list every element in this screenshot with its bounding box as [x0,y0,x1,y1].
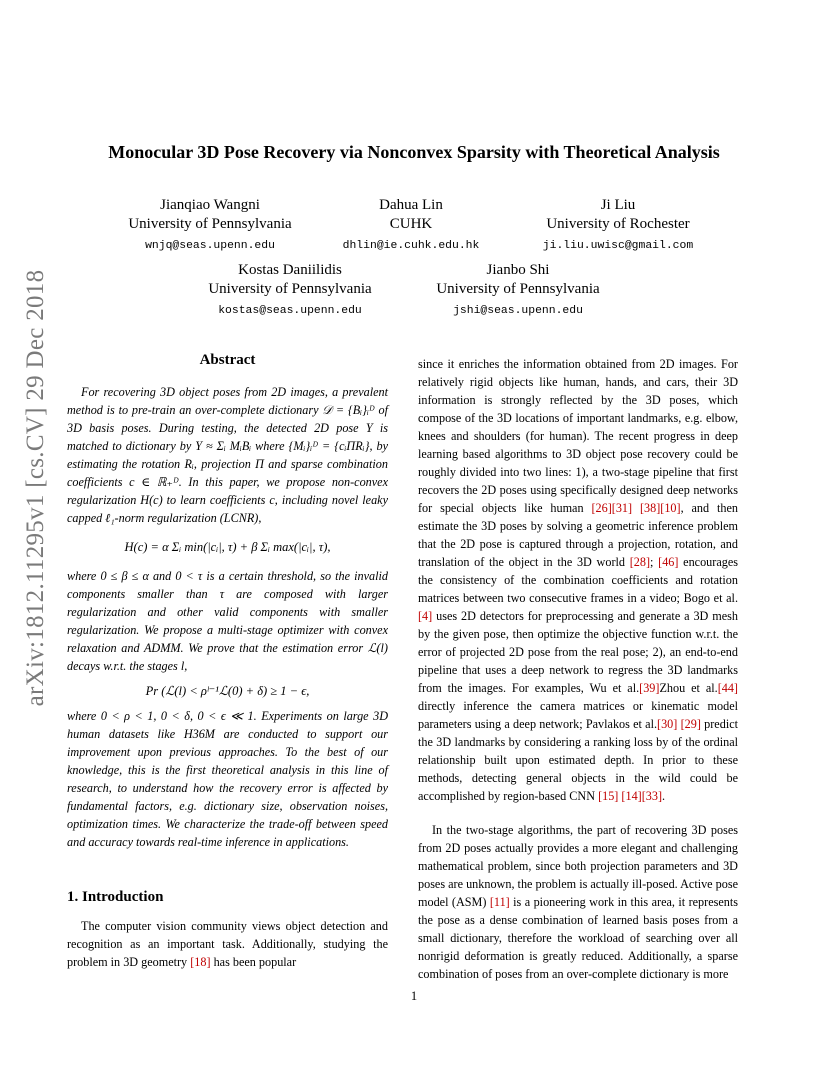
author-affiliation: University of Rochester [546,216,690,232]
citation-link[interactable]: [10] [660,501,681,515]
author-block-3 [513,196,723,256]
body-text [632,501,640,515]
citation-link[interactable]: [38] [639,501,661,515]
author-email: wnjq@seas.upenn.edu [145,240,275,252]
citation-link[interactable]: [14] [621,789,642,803]
body-text: ; [650,555,659,569]
arxiv-sidebar [14,269,58,706]
abstract-paragraph-2: where 0 ≤ β ≤ α and 0 < τ is a certain threshold, so the invalid components smaller than τ are composed with larger regularization and other valid components with smaller regularization. We propose a multi-stage optimizer with convex relaxation and ADMM. We prove that the estimation error ℒ(l) decays w.r.t. the stages l, [67,569,388,673]
right-column [418,355,738,983]
author-email: kostas@seas.upenn.edu [218,305,362,317]
author-affiliation: University of Pennsylvania [128,216,292,232]
citation-link[interactable]: [33] [641,789,663,803]
body-text: Zhou et al. [659,681,718,695]
author-block-2 [322,196,500,256]
author-email: ji.liu.uwisc@gmail.com [542,240,694,252]
author-name: Dahua Lin [379,197,443,213]
body-text: directly inference the camera matrices or kinematic model parameters using a deep network; Pavlakos et al. [418,699,738,731]
citation-link[interactable]: [15] [598,789,619,803]
citation-link[interactable]: [44] [717,681,738,695]
author-block-5 [420,261,616,321]
intro-paragraph-1 [67,917,388,971]
body-text: uses 2D detectors for preprocessing and generate a 3D mesh by the given pose, then optimize the objective function w.r.t. the error of projected 2D pose from the real pose; 2), an end-to-end pipeline that uses a deep network to regress the 3D landmarks from the images. For examples, Wu et al. [418,609,738,695]
author-email: jshi@seas.upenn.edu [453,305,583,317]
body-text: predict the 3D landmarks by considering a ranking loss by of the ordinal relationship built upon estimated depth. In prior to these methods, detecting general objects in the wild could be accomplished by region-based CNN [418,717,738,803]
body-text: since it enriches the information obtained from 2D images. For relatively rigid objects like human, hands, and cars, their 3D information is strongly reflected by the 3D poses, which compose of the 3D locations of important landmarks, e.g. elbow, knees and shoulders (for human). The recent progress in deep learning based algorithms to 3D object pose recovery could be roughly divided into two lines: 1), a two-stage pipeline that first recovers the 2D poses using specifically designed deep networks for special objects like human [418,357,738,515]
author-name: Ji Liu [600,197,636,213]
right-paragraph-2 [418,821,738,983]
right-paragraph-1 [418,355,738,805]
citation-link[interactable]: [30] [657,717,678,731]
intro-heading: 1. Introduction [67,889,164,905]
author-name: Jianbo Shi [486,262,550,278]
author-affiliation: University of Pennsylvania [436,281,600,297]
equation-lcnr: H(c) = α Σᵢ min(|cᵢ|, τ) + β Σᵢ max(|cᵢ|, τ), [124,540,331,554]
body-text: In the two-stage algorithms, the part of recovering 3D poses from 2D poses actually provides a more elegant and challenging mathematical problem, since both projection parameters and 3D poses are unknown, the problem is actually ill-posed. Active pose model (ASM) [418,823,738,909]
author-affiliation: CUHK [389,216,433,232]
equation-error-bound: Pr (ℒ(l) < ρˡ⁻¹ℒ(0) + δ) ≥ 1 − ϵ, [145,684,310,698]
intro-text: The computer vision community views object detection and recognition as an important task. Additionally, studying the problem in 3D geometry [67,919,388,969]
body-text: . [662,789,666,803]
abstract-heading: Abstract [199,352,256,368]
citation-link[interactable]: [31] [611,501,633,515]
author-block-1 [110,196,310,256]
abstract-body [67,383,388,851]
body-text: encourages the consistency of the combination coefficients and rotation matrices between two consecutive frames in a video; Bogo et al. [418,555,738,605]
citation-link[interactable]: [29] [680,717,701,731]
author-name: Jianqiao Wangni [160,197,260,213]
abstract-paragraph-3: where 0 < ρ < 1, 0 < δ, 0 < ϵ ≪ 1. Experiments on large 3D human datasets like H36M are conducted to support our improvement upon previous approaches. To the best of our knowledge, this is the first theoretical analysis in this line of research, to understand how the recovery error is affected by fundamental factors, e.g. dictionary size, observation noises, optimization times. We characterize the trade-off between speed and accuracy towards real-time inference in applications. [67,709,388,849]
author-name: Kostas Daniilidis [238,262,342,278]
author-email: dhlin@ie.cuhk.edu.hk [342,240,480,252]
citation-link[interactable]: [28] [629,555,651,569]
citation-link[interactable]: [11] [489,895,510,909]
author-block-4 [190,261,390,321]
paper-title: Monocular 3D Pose Recovery via Nonconvex Sparsity with Theoretical Analysis [108,142,720,162]
citation-link[interactable]: [18] [190,955,211,969]
arxiv-id: arXiv:1812.11295v1 [cs.CV] 29 Dec 2018 [22,269,49,706]
intro-body [67,917,388,971]
intro-text: has been popular [210,955,297,969]
author-affiliation: University of Pennsylvania [208,281,372,297]
citation-link[interactable]: [46] [658,555,679,569]
page-number: 1 [410,989,418,1003]
citation-link[interactable]: [4] [418,609,433,623]
citation-link[interactable]: [26] [591,501,612,515]
body-text: , and then estimate the 3D poses by solving a geometric inference problem that the 2D pose is captured through a projection, rotation, and translation of the object in the 3D world [418,501,738,569]
abstract-paragraph-1: For recovering 3D object poses from 2D images, a prevalent method is to pre-train an over-complete dictionary 𝒟 = {Bᵢ}ᵢᴰ of 3D basis poses. During testing, the detected 2D pose Y is matched to dictionary by Y ≈ Σᵢ MᵢBᵢ where {Mᵢ}ᵢᴰ = {cᵢΠRᵢ}, by estimating the rotation Rᵢ, projection Π and sparse combination coefficients c ∈ ℝ₊ᴰ. In this paper, we propose non-convex regularization H(c) to learn coefficients c, including novel leaky capped ℓ₁-norm regularization (LCNR), [67,385,388,525]
body-text: is a pioneering work in this area, it represents the pose as a dense combination of learned basis poses from a small dictionary, therefore the workload of searching over all nonrigid deformation is greatly reduced. Additionally, a sparse combination of poses from an over-complete dictionary is more [418,895,738,981]
citation-link[interactable]: [39] [639,681,660,695]
